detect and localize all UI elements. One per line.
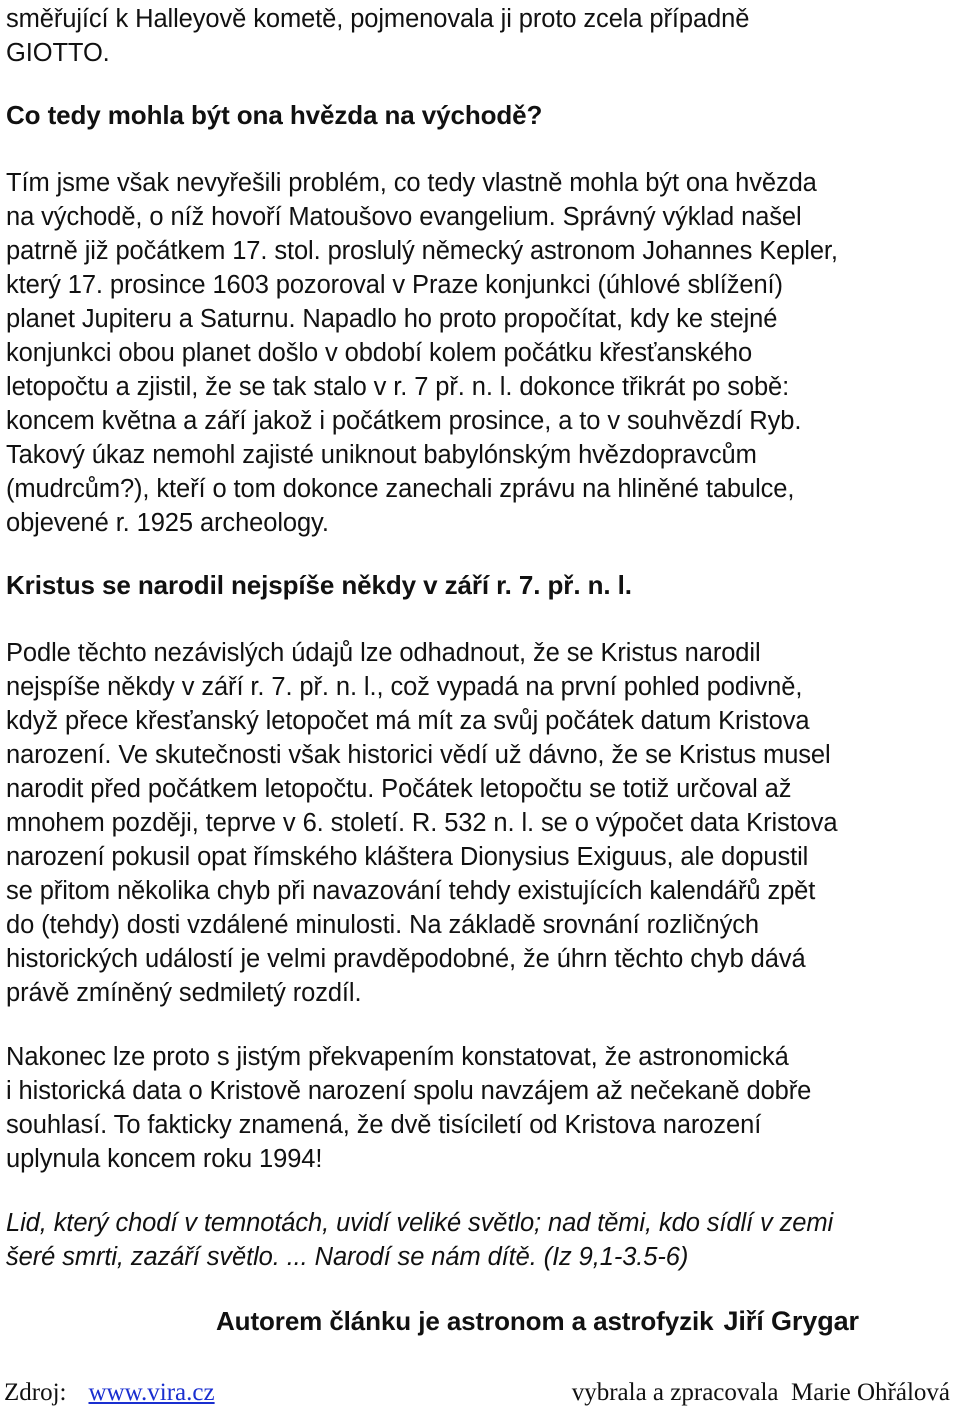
paragraph-final-line: uplynula koncem roku 1994! xyxy=(6,1145,323,1173)
paragraph-dionysius-line: historických událostí je velmi pravděpodobné, že úhrn těchto chyb dává xyxy=(6,945,806,973)
paragraph-intro-line: směřující k Halleyově kometě, pojmenovala ji proto zcela případně xyxy=(6,5,750,33)
author-label: Autorem článku je astronom a astrofyzik xyxy=(216,1306,714,1336)
paragraph-dionysius-line: narodit před počátkem letopočtu. Počátek letopočtu se totiž určoval až xyxy=(6,775,792,803)
paragraph-dionysius-line: do (tehdy) dosti vzdálené minulosti. Na základě srovnání rozličných xyxy=(6,911,760,939)
conclusion-heading: Kristus se narodil nejspíše někdy v září r. 7. př. n. l. xyxy=(6,570,632,600)
paragraph-kepler-line: koncem května a září jakož i počátkem prosince, a to v souhvězdí Ryb. xyxy=(6,407,802,435)
paragraph-kepler-line: letopočtu a zjistil, že se tak stalo v r. 7 př. n. l. dokonce třikrát po sobě: xyxy=(6,373,790,401)
paragraph-final-line: souhlasí. To fakticky znamená, že dvě tisíciletí od Kristova narození xyxy=(6,1111,762,1139)
paragraph-final-line: Nakonec lze proto s jistým překvapením konstatovat, že astronomická xyxy=(6,1043,789,1071)
paragraph-kepler-line: na východě, o níž hovoří Matoušovo evangelium. Správný výklad našel xyxy=(6,203,802,231)
author-name: Jiří Grygar xyxy=(723,1306,859,1336)
paragraph-kepler-line: planet Jupiteru a Saturnu. Napadlo ho proto propočítat, kdy ke stejné xyxy=(6,305,778,333)
paragraph-dionysius-line: se přitom několika chyb při navazování tehdy existujících kalendářů zpět xyxy=(6,877,816,905)
paragraph-dionysius-line: narození pokusil opat římského kláštera Dionysius Exiguus, ale dopustil xyxy=(6,843,809,871)
paragraph-dionysius-line: mnohem později, teprve v 6. století. R. 532 n. l. se o výpočet data Kristova xyxy=(6,809,838,837)
question-heading: Co tedy mohla být ona hvězda na východě? xyxy=(6,100,543,130)
paragraph-kepler-line: Tím jsme však nevyřešili problém, co tedy vlastně mohla být ona hvězda xyxy=(6,169,817,197)
source-link[interactable]: www.vira.cz xyxy=(88,1379,215,1406)
paragraph-kepler-line: objevené r. 1925 archeology. xyxy=(6,509,329,537)
paragraph-dionysius-line: nejspíše někdy v září r. 7. př. n. l., což vypadá na první pohled podivně, xyxy=(6,673,803,701)
paragraph-kepler-line: který 17. prosince 1603 pozoroval v Praze konjunkci (úhlové sblížení) xyxy=(6,271,783,299)
paragraph-kepler-line: patrně již počátkem 17. stol. proslulý německý astronom Johannes Kepler, xyxy=(6,237,838,265)
footer-source-label: Zdroj: xyxy=(4,1379,67,1406)
footer-source xyxy=(4,1377,215,1409)
footer-credit: vybrala a zpracovala Marie Ohřálová xyxy=(571,1379,950,1406)
paragraph-kepler-line: (mudrcům?), kteří o tom dokonce zanechali zprávu na hliněné tabulce, xyxy=(6,475,795,503)
bible-quote-line: Lid, který chodí v temnotách, uvidí veliké světlo; nad těmi, kdo sídlí v zemi xyxy=(6,1209,834,1237)
paragraph-final-line: i historická data o Kristově narození spolu navzájem až nečekaně dobře xyxy=(6,1077,812,1105)
author-line xyxy=(216,1304,859,1338)
paragraph-dionysius-line: Podle těchto nezávislých údajů lze odhadnout, že se Kristus narodil xyxy=(6,639,761,667)
paragraph-dionysius-line: narození. Ve skutečnosti však historici vědí už dávno, že se Kristus musel xyxy=(6,741,831,769)
paragraph-dionysius-line: právě zmíněný sedmiletý rozdíl. xyxy=(6,979,362,1007)
paragraph-intro-line: GIOTTO. xyxy=(6,39,110,67)
paragraph-dionysius-line: když přece křesťanský letopočet má mít za svůj počátek datum Kristova xyxy=(6,707,810,735)
paragraph-kepler-line: Takový úkaz nemohl zajisté uniknout babylónským hvězdopravcům xyxy=(6,441,757,469)
bible-quote-line: šeré smrti, zazáří světlo. ... Narodí se nám dítě. (Iz 9,1-3.5-6) xyxy=(6,1243,689,1271)
paragraph-kepler-line: konjunkci obou planet došlo v období kolem počátku křesťanského xyxy=(6,339,753,367)
